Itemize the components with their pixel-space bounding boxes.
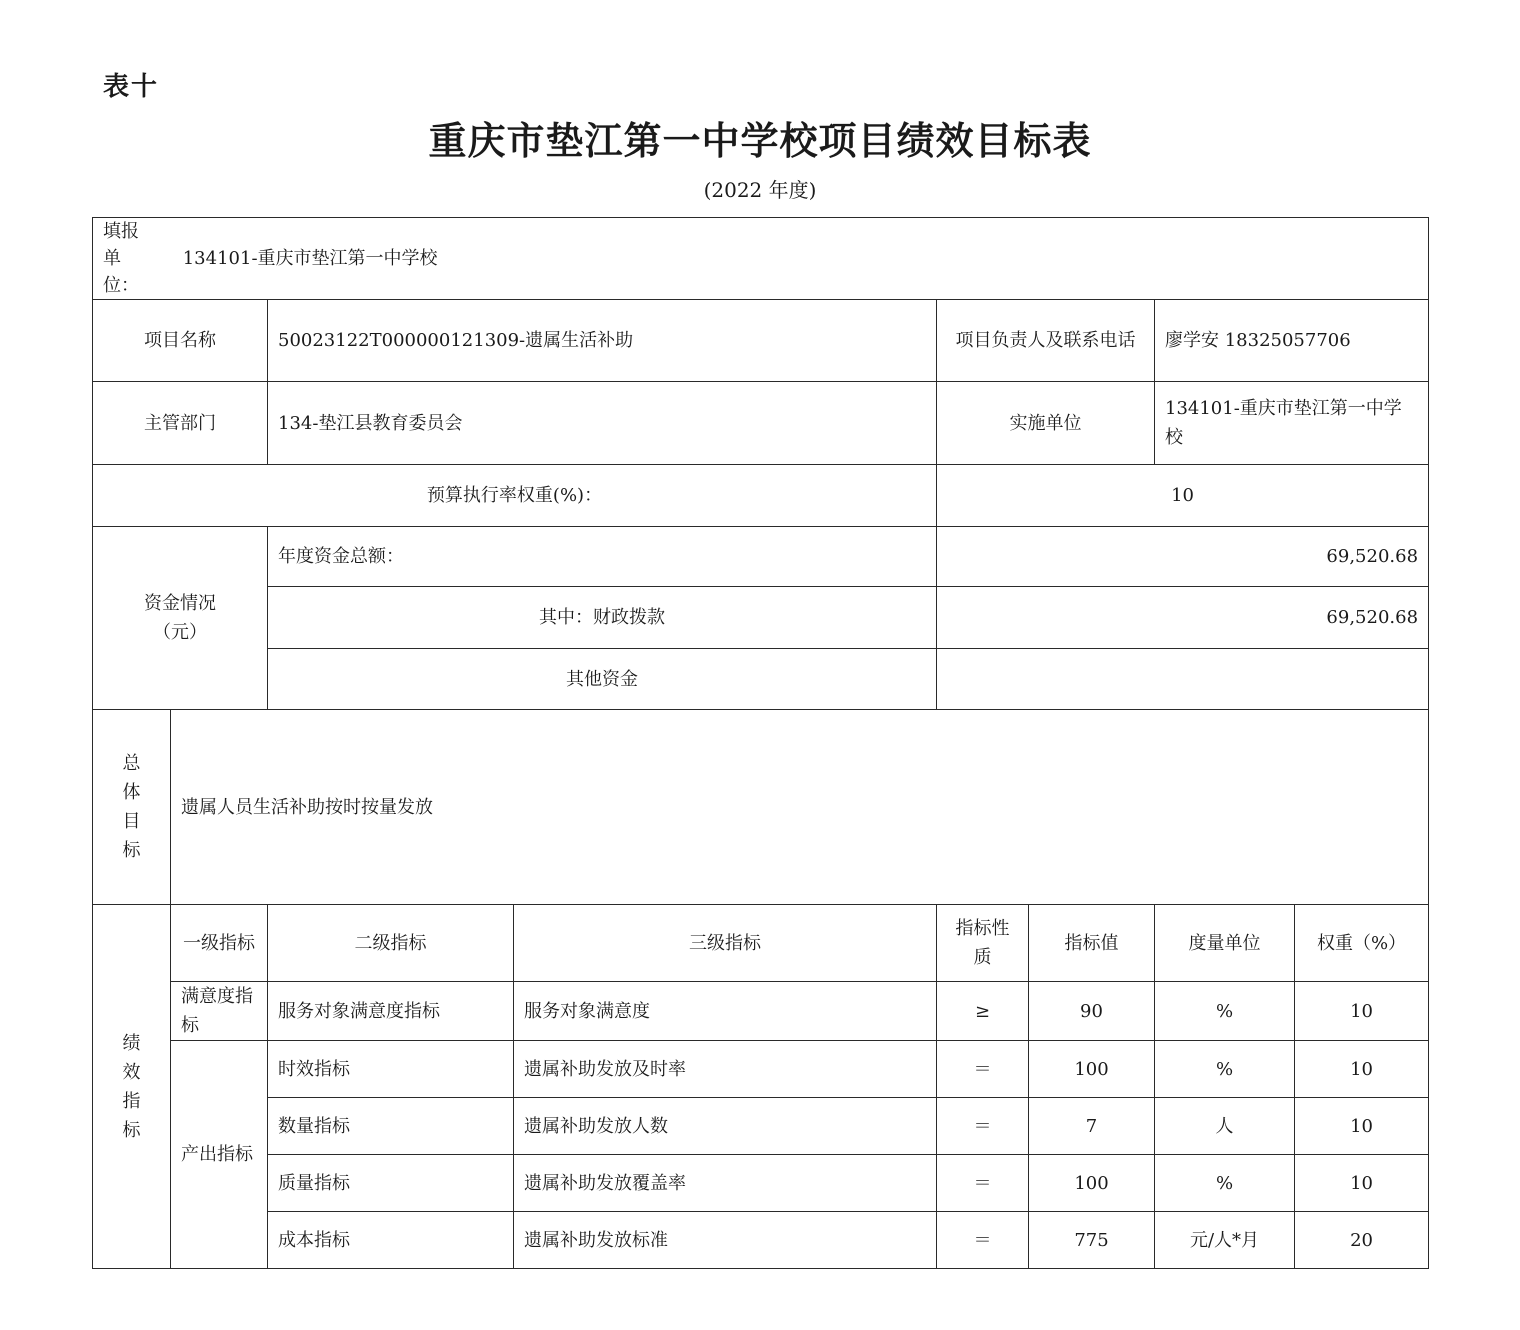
goal-label-text: 总体目标 bbox=[122, 753, 141, 861]
funds-other-label: 其他资金 bbox=[268, 649, 937, 710]
funds-fiscal-value: 69,520.68 bbox=[937, 587, 1429, 649]
filler-value: 134101-重庆市垫江第一中学校 bbox=[182, 248, 438, 269]
row-value: 775 bbox=[1029, 1212, 1155, 1269]
filler-row bbox=[93, 218, 1429, 300]
goal-label bbox=[93, 710, 171, 905]
row-unit: % bbox=[1155, 1155, 1295, 1212]
row-unit: 人 bbox=[1155, 1098, 1295, 1155]
funds-total-value: 69,520.68 bbox=[937, 527, 1429, 587]
project-name-label: 项目名称 bbox=[93, 300, 268, 382]
funds-total-row bbox=[93, 527, 1429, 587]
row-weight: 10 bbox=[1295, 1041, 1429, 1098]
header-level2: 二级指标 bbox=[268, 905, 514, 982]
goal-value: 遗属人员生活补助按时按量发放 bbox=[171, 710, 1429, 905]
row-unit: 元/人*月 bbox=[1155, 1212, 1295, 1269]
table-label: 表十 bbox=[103, 72, 160, 102]
header-level1: 一级指标 bbox=[171, 905, 268, 982]
budget-weight-row bbox=[93, 465, 1429, 527]
row-level3: 遗属补助发放及时率 bbox=[514, 1041, 937, 1098]
row-unit: % bbox=[1155, 1041, 1295, 1098]
row-nature: ＝ bbox=[937, 1212, 1029, 1269]
funds-other-value bbox=[937, 649, 1429, 710]
funds-other-row bbox=[93, 649, 1429, 710]
performance-target-table bbox=[92, 217, 1429, 1269]
table-row bbox=[93, 1155, 1429, 1212]
row-nature: ＝ bbox=[937, 1041, 1029, 1098]
row-value: 100 bbox=[1029, 1041, 1155, 1098]
department-row bbox=[93, 382, 1429, 465]
funds-label bbox=[93, 527, 268, 710]
funds-fiscal-label: 其中：财政拨款 bbox=[268, 587, 937, 649]
indicators-section-text: 绩效指标 bbox=[122, 1032, 141, 1141]
header-weight: 权重（%） bbox=[1295, 905, 1429, 982]
row-nature: ＝ bbox=[937, 1098, 1029, 1155]
row-weight: 20 bbox=[1295, 1212, 1429, 1269]
row-weight: 10 bbox=[1295, 982, 1429, 1041]
budget-weight-value: 10 bbox=[937, 465, 1429, 527]
funds-total-label: 年度资金总额： bbox=[268, 527, 937, 587]
year-subtitle: (2022 年度) bbox=[703, 178, 817, 202]
row-weight: 10 bbox=[1295, 1155, 1429, 1212]
impl-value: 134101-重庆市垫江第一中学校 bbox=[1155, 382, 1429, 465]
budget-weight-label: 预算执行率权重(%)： bbox=[93, 465, 937, 527]
indicators-section-label bbox=[93, 905, 171, 1269]
row-level3: 遗属补助发放标准 bbox=[514, 1212, 937, 1269]
header-level3: 三级指标 bbox=[514, 905, 937, 982]
row-level3: 服务对象满意度 bbox=[514, 982, 937, 1041]
satisfaction-group-label: 满意度指标 bbox=[171, 982, 268, 1041]
project-name-row bbox=[93, 300, 1429, 382]
row-nature: ＝ bbox=[937, 1155, 1029, 1212]
table-row bbox=[93, 1098, 1429, 1155]
header-value: 指标值 bbox=[1029, 905, 1155, 982]
table-row bbox=[93, 1212, 1429, 1269]
row-level3: 遗属补助发放人数 bbox=[514, 1098, 937, 1155]
project-name-value: 50023122T000000121309-遗属生活补助 bbox=[268, 300, 937, 382]
row-unit: % bbox=[1155, 982, 1295, 1041]
row-level2: 数量指标 bbox=[268, 1098, 514, 1155]
row-value: 90 bbox=[1029, 982, 1155, 1041]
filler-cell bbox=[93, 218, 1429, 300]
row-value: 7 bbox=[1029, 1098, 1155, 1155]
funds-fiscal-row bbox=[93, 587, 1429, 649]
table-row bbox=[93, 1041, 1429, 1098]
row-level3: 遗属补助发放覆盖率 bbox=[514, 1155, 937, 1212]
indicator-header-row bbox=[93, 905, 1429, 982]
row-level2: 时效指标 bbox=[268, 1041, 514, 1098]
header-unit: 度量单位 bbox=[1155, 905, 1295, 982]
contact-value: 廖学安 18325057706 bbox=[1155, 300, 1429, 382]
dept-label: 主管部门 bbox=[93, 382, 268, 465]
table-row bbox=[93, 982, 1429, 1041]
row-value: 100 bbox=[1029, 1155, 1155, 1212]
row-level2: 成本指标 bbox=[268, 1212, 514, 1269]
page-title: 重庆市垫江第一中学校项目绩效目标表 bbox=[428, 118, 1092, 163]
row-weight: 10 bbox=[1295, 1098, 1429, 1155]
row-level2: 服务对象满意度指标 bbox=[268, 982, 514, 1041]
impl-label: 实施单位 bbox=[937, 382, 1155, 465]
dept-value: 134-垫江县教育委员会 bbox=[268, 382, 937, 465]
contact-label: 项目负责人及联系电话 bbox=[937, 300, 1155, 382]
funds-label-text: 资金情况（元） bbox=[144, 593, 216, 643]
header-nature: 指标性质 bbox=[937, 905, 1029, 982]
row-level2: 质量指标 bbox=[268, 1155, 514, 1212]
row-nature: ≥ bbox=[937, 982, 1029, 1041]
output-group-label: 产出指标 bbox=[171, 1041, 268, 1269]
filler-label: 填报单位： bbox=[103, 221, 139, 296]
goal-row bbox=[93, 710, 1429, 905]
